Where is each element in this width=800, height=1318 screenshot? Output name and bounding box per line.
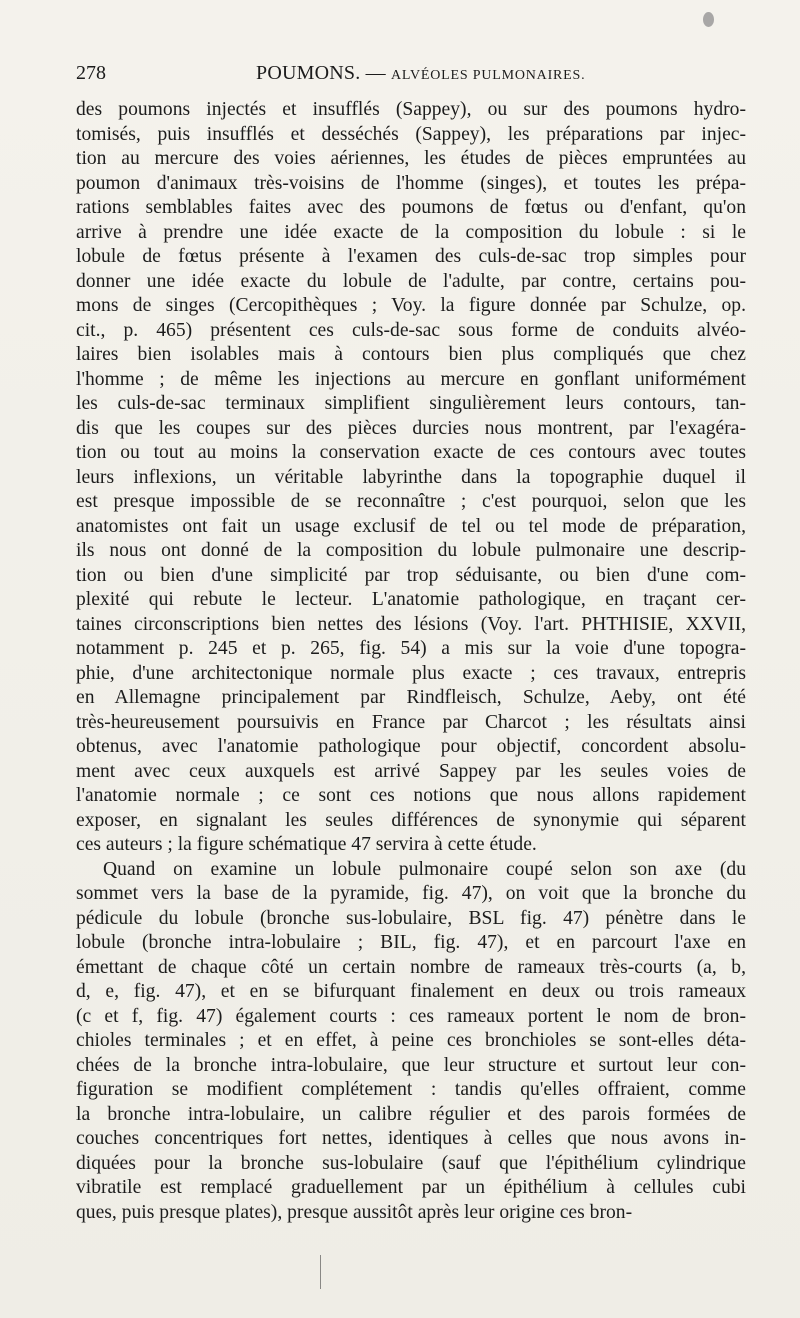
- text-line: couches concentriques fort nettes, identiques à celles que nous avons in-: [76, 1128, 746, 1149]
- text-line: (c et f, fig. 47) également courts : ces rameaux portent le nom de bron-: [76, 1005, 746, 1027]
- text-line: anatomistes ont fait un usage exclusif de tel ou tel mode de préparation,: [76, 515, 746, 537]
- text-line: émettant de chaque côté un certain nombre de rameaux très-courts (a, b,: [76, 956, 746, 978]
- text-line: tion ou bien d'une simplicité par trop séduisante, ou bien d'une com-: [76, 564, 746, 586]
- text-line: des poumons injectés et insufflés (Sappey), ou sur des poumons hydro-: [76, 99, 746, 120]
- text-line: ils nous ont donné de la composition du lobule pulmonaire une descrip-: [76, 540, 746, 561]
- text-line: la bronche intra-lobulaire, un calibre régulier et des parois formées de: [76, 1103, 746, 1125]
- text-line: donner une idée exacte du lobule de l'adulte, par contre, certains pou-: [76, 270, 746, 292]
- running-title: POUMONS. —: [256, 62, 392, 84]
- running-subtitle: ALVÉOLES PULMONAIRES.: [391, 68, 586, 83]
- margin-mark: [320, 1255, 321, 1289]
- text-line: tomisés, puis insufflés et desséchés (Sappey), les préparations par injec-: [76, 123, 746, 145]
- running-head: [256, 62, 585, 85]
- text-line: sommet vers la base de la pyramide, fig. 47), on voit que la bronche du: [76, 883, 746, 904]
- text-line: tion ou tout au moins la conservation exacte de ces contours avec toutes: [76, 442, 746, 463]
- text-line: figuration se modifient complétement : tandis qu'elles offraient, comme: [76, 1079, 746, 1100]
- ink-spot: [703, 12, 714, 27]
- text-line: les culs-de-sac terminaux simplifient singulièrement leurs contours, tan-: [76, 393, 746, 414]
- text-line: poumon d'animaux très-voisins de l'homme (singes), et toutes les prépa-: [76, 172, 746, 194]
- text-line: laires bien isolables mais à contours bien plus compliqués que chez: [76, 344, 746, 365]
- text-line: en Allemagne principalement par Rindfleisch, Schulze, Aeby, ont été: [76, 687, 746, 708]
- text-line: d, e, fig. 47), et en se bifurquant finalement en deux ou trois rameaux: [76, 981, 746, 1002]
- text-line: ques, puis presque plates), presque aussitôt après leur origine ces bron-: [76, 1201, 633, 1223]
- text-line: ment avec ceux auxquels est arrivé Sappey par les seules voies de: [76, 760, 746, 782]
- text-line: cit., p. 465) présentent ces culs-de-sac sous forme de conduits alvéo-: [76, 319, 746, 341]
- text-line: est presque impossible de se reconnaître ; c'est pourquoi, selon que les: [76, 491, 746, 512]
- text-line: plexité qui rebute le lecteur. L'anatomie pathologique, en traçant cer-: [76, 589, 746, 610]
- text-line: ces auteurs ; la figure schématique 47 servira à cette étude.: [76, 834, 537, 855]
- text-line: exposer, en signalant les seules différences de synonymie qui séparent: [76, 809, 746, 831]
- text-line: l'homme ; de même les injections au mercure en gonflant uniformément: [76, 368, 746, 390]
- text-line: mons de singes (Cercopithèques ; Voy. la figure donnée par Schulze, op.: [76, 295, 746, 316]
- text-line: phie, d'une architectonique normale plus exacte ; ces travaux, entrepris: [76, 662, 746, 684]
- text-line: lobule de fœtus présente à l'examen des culs-de-sac trop simples pour: [76, 246, 746, 267]
- text-line: chées de la bronche intra-lobulaire, que leur structure et surtout leur con-: [76, 1054, 746, 1076]
- text-line: l'anatomie normale ; ce sont ces notions que nous allons rapidement: [76, 785, 746, 806]
- text-line: vibratile est remplacé graduellement par un épithélium à cellules cubi: [76, 1177, 746, 1198]
- text-line: Quand on examine un lobule pulmonaire coupé selon son axe (du: [103, 858, 746, 880]
- paragraph-2: [76, 858, 746, 1226]
- text-line: arrive à prendre une idée exacte de la composition du lobule : si le: [76, 221, 746, 243]
- body-text: [76, 98, 746, 1225]
- text-line: diquées pour la bronche sus-lobulaire (sauf que l'épithélium cylindrique: [76, 1152, 746, 1174]
- text-line: obtenus, avec l'anatomie pathologique pour objectif, concordent absolu-: [76, 736, 746, 757]
- text-line: lobule (bronche intra-lobulaire ; BIL, fig. 47), et en parcourt l'axe en: [76, 932, 746, 953]
- page-header: [76, 62, 746, 90]
- text-line: taines circonscriptions bien nettes des lésions (Voy. l'art. PHTHISIE, XXVII,: [76, 613, 746, 635]
- text-line: chioles terminales ; et en effet, à peine ces bronchioles se sont-elles déta-: [76, 1030, 746, 1051]
- text-line: rations semblables faites avec des poumons de fœtus ou d'enfant, qu'on: [76, 197, 746, 218]
- text-line: très-heureusement poursuivis en France par Charcot ; les résultats ainsi: [76, 711, 746, 733]
- text-line: tion au mercure des voies aériennes, les études de pièces empruntées au: [76, 148, 746, 169]
- text-line: leurs inflexions, un véritable labyrinthe dans la topographie duquel il: [76, 466, 746, 488]
- paragraph-1: [76, 98, 746, 858]
- text-line: notamment p. 245 et p. 265, fig. 54) a mis sur la voie d'une topogra-: [76, 638, 746, 659]
- text-line: pédicule du lobule (bronche sus-lobulaire, BSL fig. 47) pénètre dans le: [76, 907, 746, 929]
- page-number: 278: [76, 62, 106, 84]
- text-line: dis que les coupes sur des pièces durcies nous montrent, par l'exagéra-: [76, 417, 746, 439]
